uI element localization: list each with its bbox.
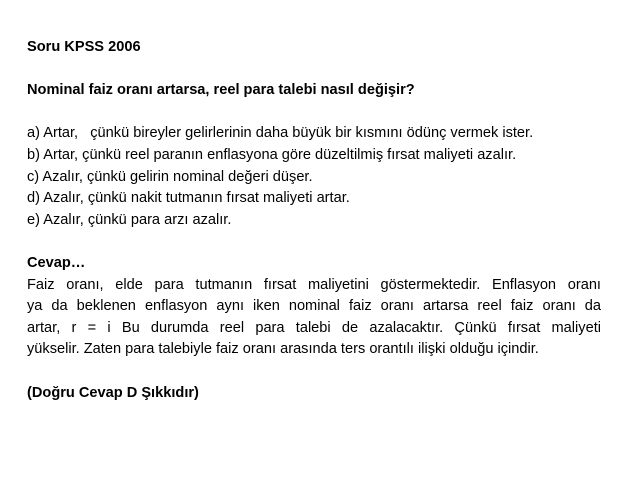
option-e: e) Azalır, çünkü para arzı azalır. bbox=[27, 211, 232, 228]
slide-content bbox=[27, 37, 601, 404]
answer-line-3: artar, r = i Bu durumda reel para talebi de azalacaktır. Çünkü fırsat maliyeti bbox=[27, 319, 601, 336]
answer-line-2: ya da beklenen enflasyon aynı iken nominal faiz oranı artarsa reel faiz oranı da bbox=[27, 298, 601, 315]
option-d: d) Azalır, çünkü nakit tutmanın fırsat maliyeti artar. bbox=[27, 190, 350, 207]
spacer bbox=[27, 361, 601, 383]
spacer bbox=[27, 59, 601, 81]
option-b: b) Artar, çünkü reel paranın enflasyona göre düzeltilmiş fırsat maliyeti azalır. bbox=[27, 146, 517, 163]
answer-line-1: Faiz oranı, elde para tutmanın fırsat maliyetini göstermektedir. Enflasyon oranı bbox=[27, 276, 601, 293]
option-c: c) Azalır, çünkü gelirin nominal değeri düşer. bbox=[27, 168, 313, 185]
correct-answer: (Doğru Cevap D Şıkkıdır) bbox=[27, 384, 199, 401]
answer-line-4: yükselir. Zaten para talebiyle faiz oranı arasında ters orantılı ilişki olduğu içindir. bbox=[27, 341, 539, 358]
spacer bbox=[27, 231, 601, 253]
answer-heading: Cevap… bbox=[27, 254, 86, 271]
question-source: Soru KPSS 2006 bbox=[27, 39, 141, 55]
spacer bbox=[27, 102, 601, 124]
question-text: Nominal faiz oranı artarsa, reel para talebi nasıl değişir? bbox=[27, 82, 415, 99]
option-a: a) Artar, çünkü bireyler gelirlerinin daha büyük bir kısmını ödünç vermek ister. bbox=[27, 125, 534, 142]
